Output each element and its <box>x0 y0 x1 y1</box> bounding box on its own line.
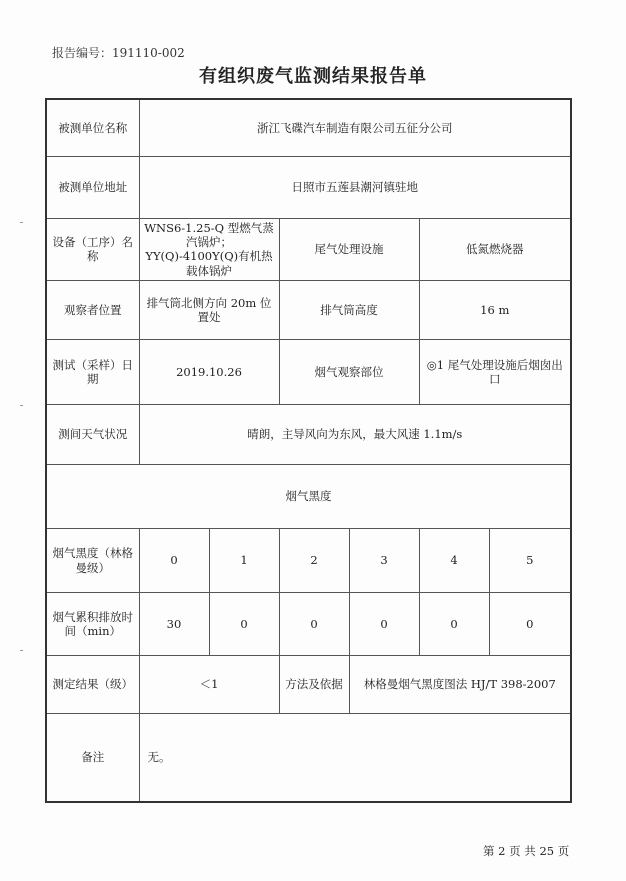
unit-address-value: 日照市五莲县潮河镇驻地 <box>139 156 571 218</box>
unit-address-label: 被测单位地址 <box>46 156 139 218</box>
scan-mark <box>20 405 23 406</box>
grade-label: 烟气黑度（林格曼级） <box>46 529 139 593</box>
method-value: 林格曼烟气黑度图法 HJ/T 398-2007 <box>349 656 571 714</box>
method-label: 方法及依据 <box>279 656 349 714</box>
grade-value: 4 <box>419 529 489 593</box>
emission-time-value: 0 <box>419 593 489 656</box>
grade-value: 3 <box>349 529 419 593</box>
observer-label: 观察者位置 <box>46 281 139 340</box>
test-date-label: 测试（采样）日期 <box>46 340 139 405</box>
section-header: 烟气黑度 <box>46 465 571 529</box>
result-value: ＜1 <box>139 656 279 714</box>
emission-time-label: 烟气累积排放时间（min） <box>46 593 139 656</box>
weather-value: 晴朗，主导风向为东风，最大风速 1.1m/s <box>139 405 571 465</box>
page-number: 第 2 页 共 25 页 <box>483 844 570 858</box>
document-title: 有组织废气监测结果报告单 <box>199 66 427 87</box>
stack-height-value: 16 m <box>419 281 571 340</box>
observe-part-label: 烟气观察部位 <box>279 340 419 405</box>
row-test-date <box>46 340 571 405</box>
row-unit-name <box>46 99 571 156</box>
report-number: 报告编号：191110-002 <box>52 46 185 60</box>
grade-value: 2 <box>279 529 349 593</box>
row-emission-time <box>46 593 571 656</box>
emission-time-value: 0 <box>489 593 571 656</box>
emission-time-value: 0 <box>349 593 419 656</box>
row-observer <box>46 281 571 340</box>
report-table <box>45 98 572 803</box>
facility-label: 尾气处理设施 <box>279 218 419 281</box>
grade-value: 5 <box>489 529 571 593</box>
row-section-header <box>46 465 571 529</box>
equipment-value: WNS6-1.25-Q 型燃气蒸汽锅炉；YY(Q)-4100Y(Q)有机热载体锅炉 <box>139 218 279 281</box>
grade-value: 1 <box>209 529 279 593</box>
observe-part-value: ◎1 尾气处理设施后烟囱出口 <box>419 340 571 405</box>
emission-time-value: 30 <box>139 593 209 656</box>
remarks-value: 无。 <box>139 714 571 802</box>
observer-value: 排气筒北侧方向 20m 位置处 <box>139 281 279 340</box>
test-date-value: 2019.10.26 <box>139 340 279 405</box>
scan-mark <box>20 222 23 223</box>
remarks-label: 备注 <box>46 714 139 802</box>
row-grade <box>46 529 571 593</box>
emission-time-value: 0 <box>279 593 349 656</box>
grade-value: 0 <box>139 529 209 593</box>
unit-name-value: 浙江飞碟汽车制造有限公司五征分公司 <box>139 99 571 156</box>
row-remarks <box>46 714 571 802</box>
unit-name-label: 被测单位名称 <box>46 99 139 156</box>
scan-mark <box>20 650 23 651</box>
facility-value: 低氮燃烧器 <box>419 218 571 281</box>
equipment-label: 设备（工序）名称 <box>46 218 139 281</box>
stack-height-label: 排气筒高度 <box>279 281 419 340</box>
row-result <box>46 656 571 714</box>
row-equipment <box>46 218 571 281</box>
emission-time-value: 0 <box>209 593 279 656</box>
result-label: 测定结果（级） <box>46 656 139 714</box>
weather-label: 测间天气状况 <box>46 405 139 465</box>
row-unit-address <box>46 156 571 218</box>
row-weather <box>46 405 571 465</box>
